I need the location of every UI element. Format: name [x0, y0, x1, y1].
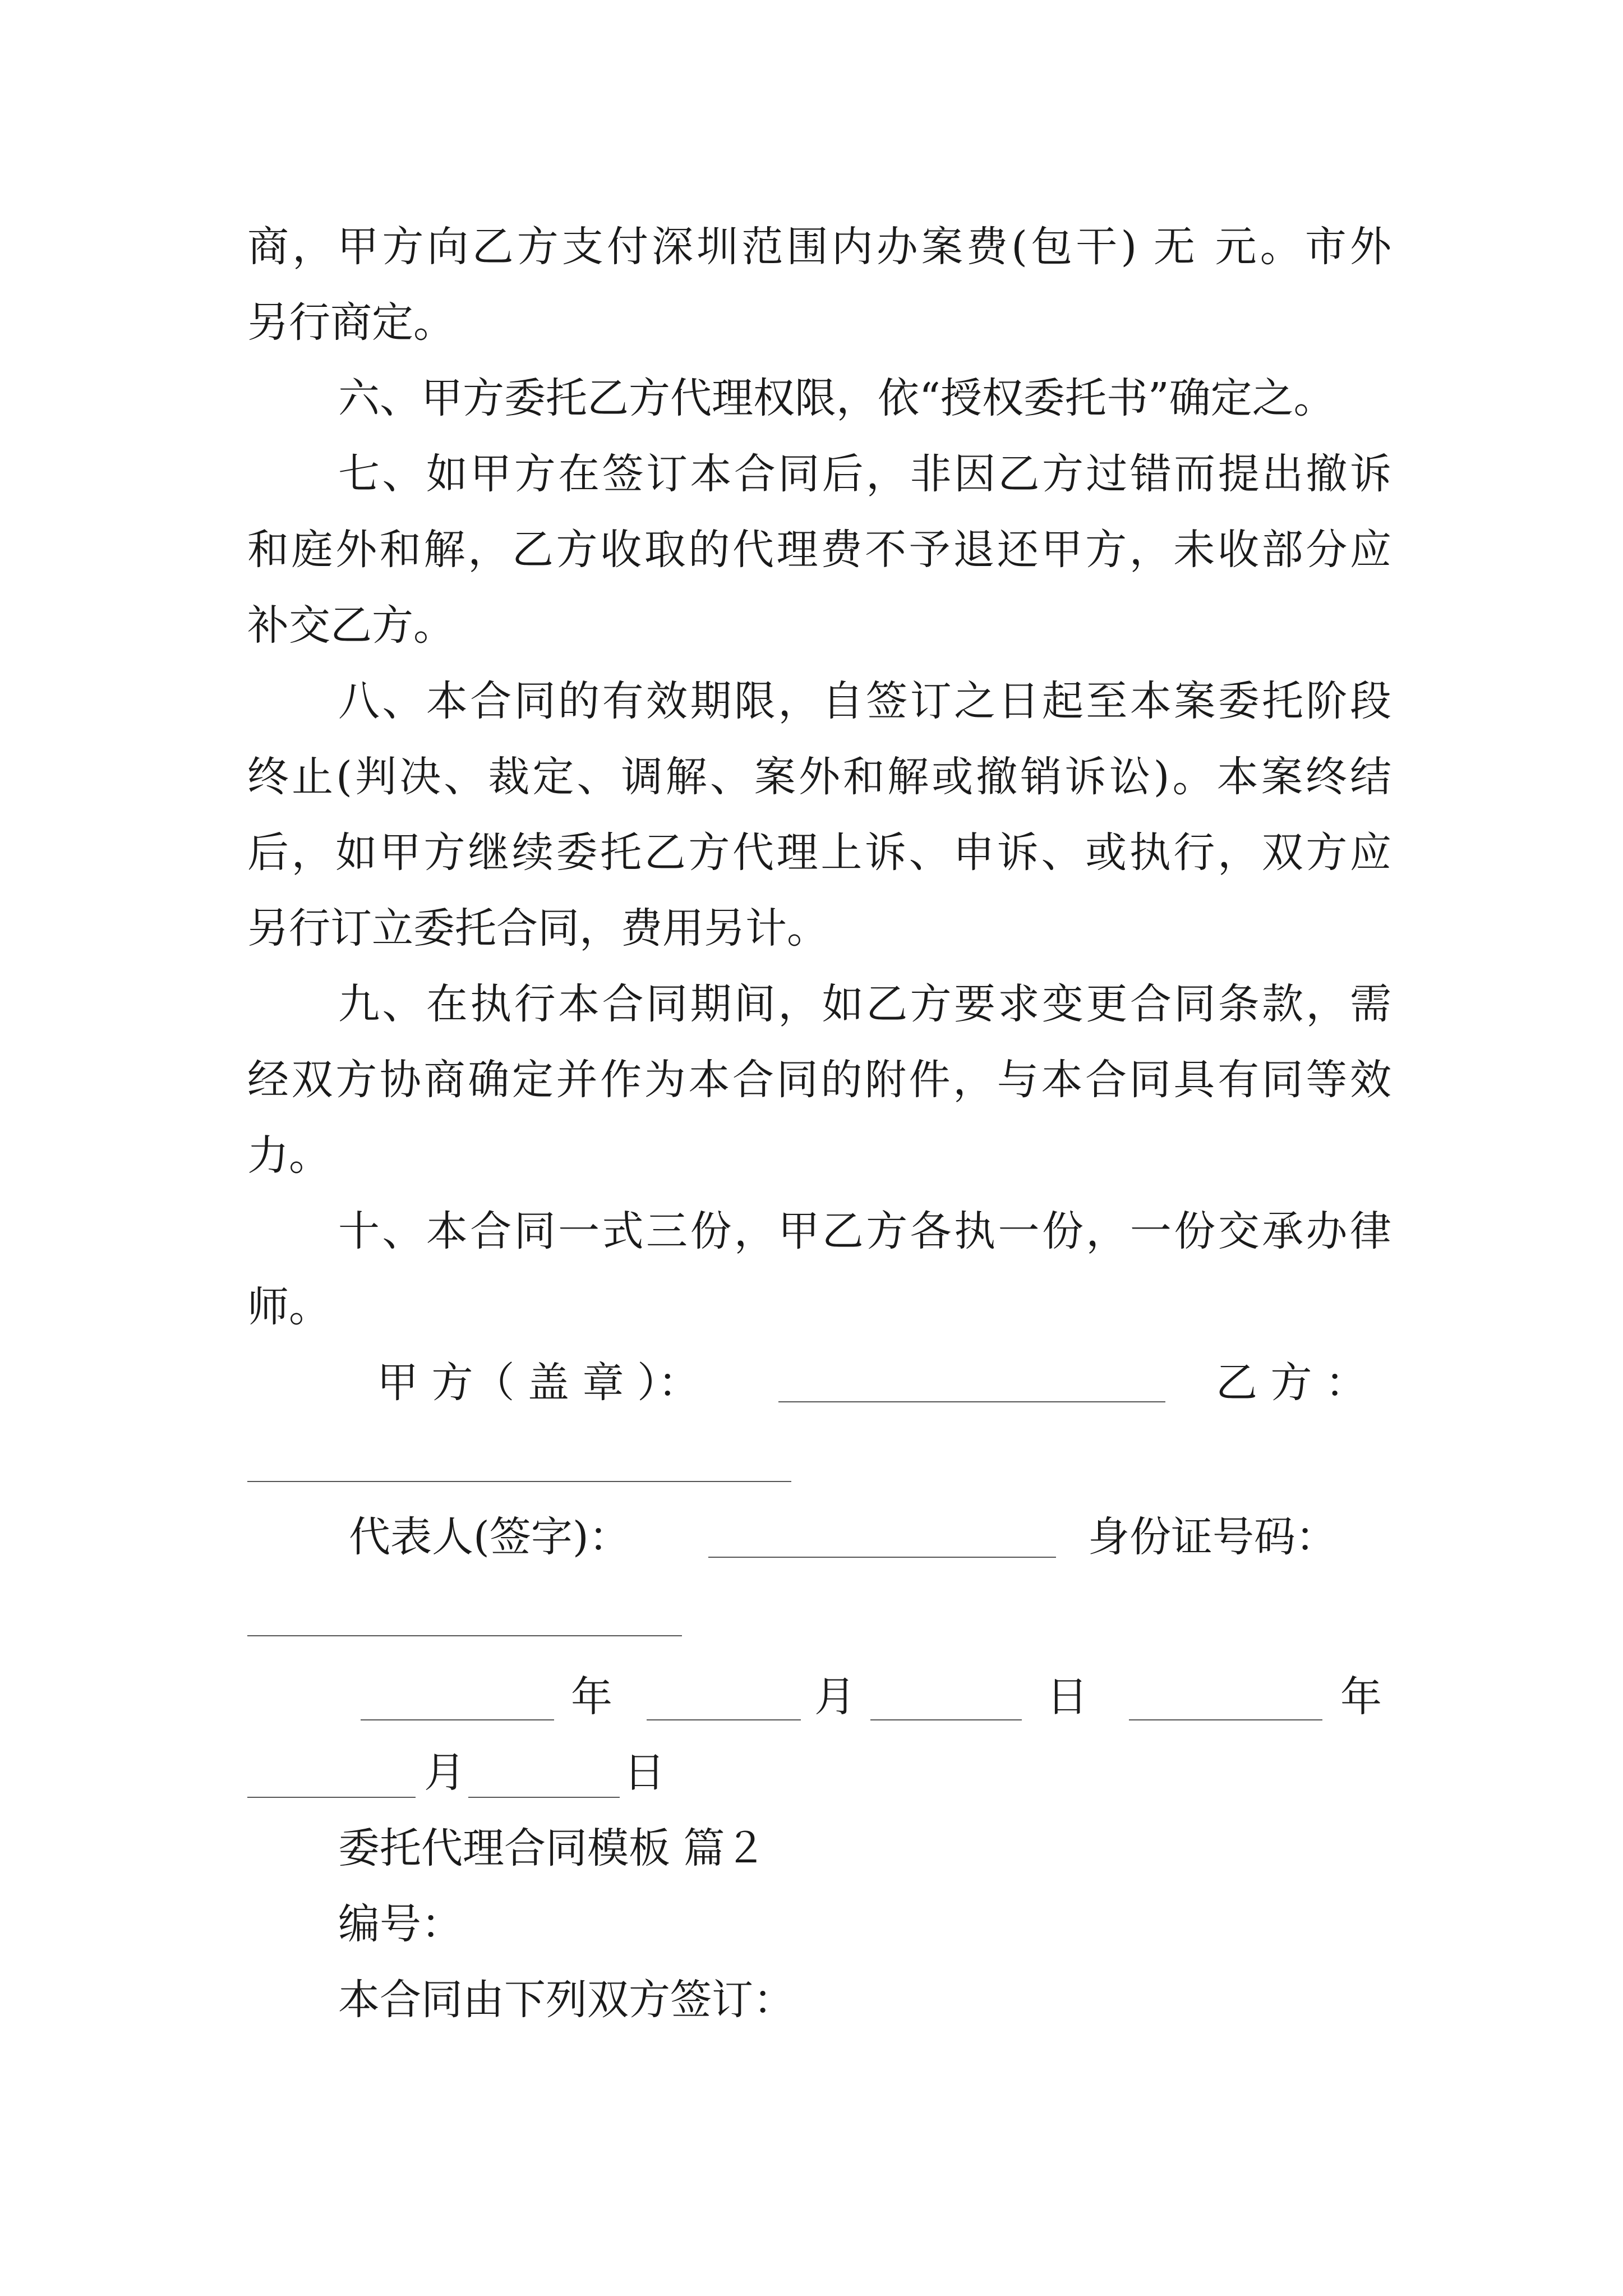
text-line: 九、在执行本合同期间，如乙方要求变更合同条款，需 [338, 980, 1391, 1028]
text-line: 补交乙方。 [247, 601, 455, 650]
text-line: 另行订立委托合同，费用另计。 [247, 904, 828, 953]
text-line: 力。 [247, 1131, 330, 1180]
representative-label: 代表人(签字)： [349, 1513, 630, 1561]
id-number-line [247, 1635, 682, 1636]
date-day-line-a [870, 1719, 1022, 1720]
text-line: 终止(判决、裁定、调解、案外和解或撤销诉讼)。本案终结 [247, 753, 1391, 801]
text-line: 七、如甲方在签订本合同后，非因乙方过错而提出撤诉 [338, 450, 1391, 498]
id-number-label: 身份证号码： [1088, 1513, 1337, 1561]
month-label-a: 月 [814, 1673, 856, 1721]
text-line: 另行商定。 [247, 298, 455, 347]
text-line: 八、本合同的有效期限，自签订之日起至本案委托阶段 [338, 677, 1391, 725]
party-b-signature-line [247, 1481, 791, 1482]
text-line: 师。 [247, 1283, 330, 1331]
number-label: 编号： [338, 1900, 463, 1948]
party-a-label: 甲 方（ 盖 章 ）： [377, 1359, 700, 1407]
month-label-b: 月 [424, 1749, 465, 1797]
party-a-signature-line [778, 1401, 1165, 1402]
text-line: 十、本合同一式三份，甲乙方各执一份，一份交承办律 [338, 1207, 1391, 1255]
text-line: 后，如甲方继续委托乙方代理上诉、申诉、或执行，双方应 [247, 829, 1391, 877]
year-label-a: 年 [571, 1673, 612, 1721]
section-title: 委托代理合同模板 篇２ [338, 1824, 767, 1872]
text-line: 经双方协商确定并作为本合同的附件，与本合同具有同等效 [247, 1056, 1391, 1104]
text-line: 六、甲方委托乙方代理权限，依“授权委托书”确定之。 [338, 374, 1335, 422]
text-line: 商，甲方向乙方支付深圳范围内办案费(包干) 无 元。市外 [247, 223, 1391, 271]
intro-line: 本合同由下列双方签订： [338, 1976, 795, 2024]
text-line: 和庭外和解，乙方收取的代理费不予退还甲方，未收部分应 [247, 526, 1391, 574]
party-b-label: 乙 方 ： [1216, 1359, 1367, 1407]
date-year-line-b [1129, 1719, 1322, 1720]
day-label-a: 日 [1046, 1673, 1088, 1721]
year-label-b: 年 [1340, 1673, 1382, 1721]
date-year-line-a [361, 1719, 554, 1720]
representative-signature-line [708, 1557, 1056, 1558]
day-label-b: 日 [624, 1749, 665, 1797]
date-month-line-a [647, 1719, 801, 1720]
date-day-line-b [468, 1797, 620, 1798]
date-month-line-b [247, 1797, 416, 1798]
